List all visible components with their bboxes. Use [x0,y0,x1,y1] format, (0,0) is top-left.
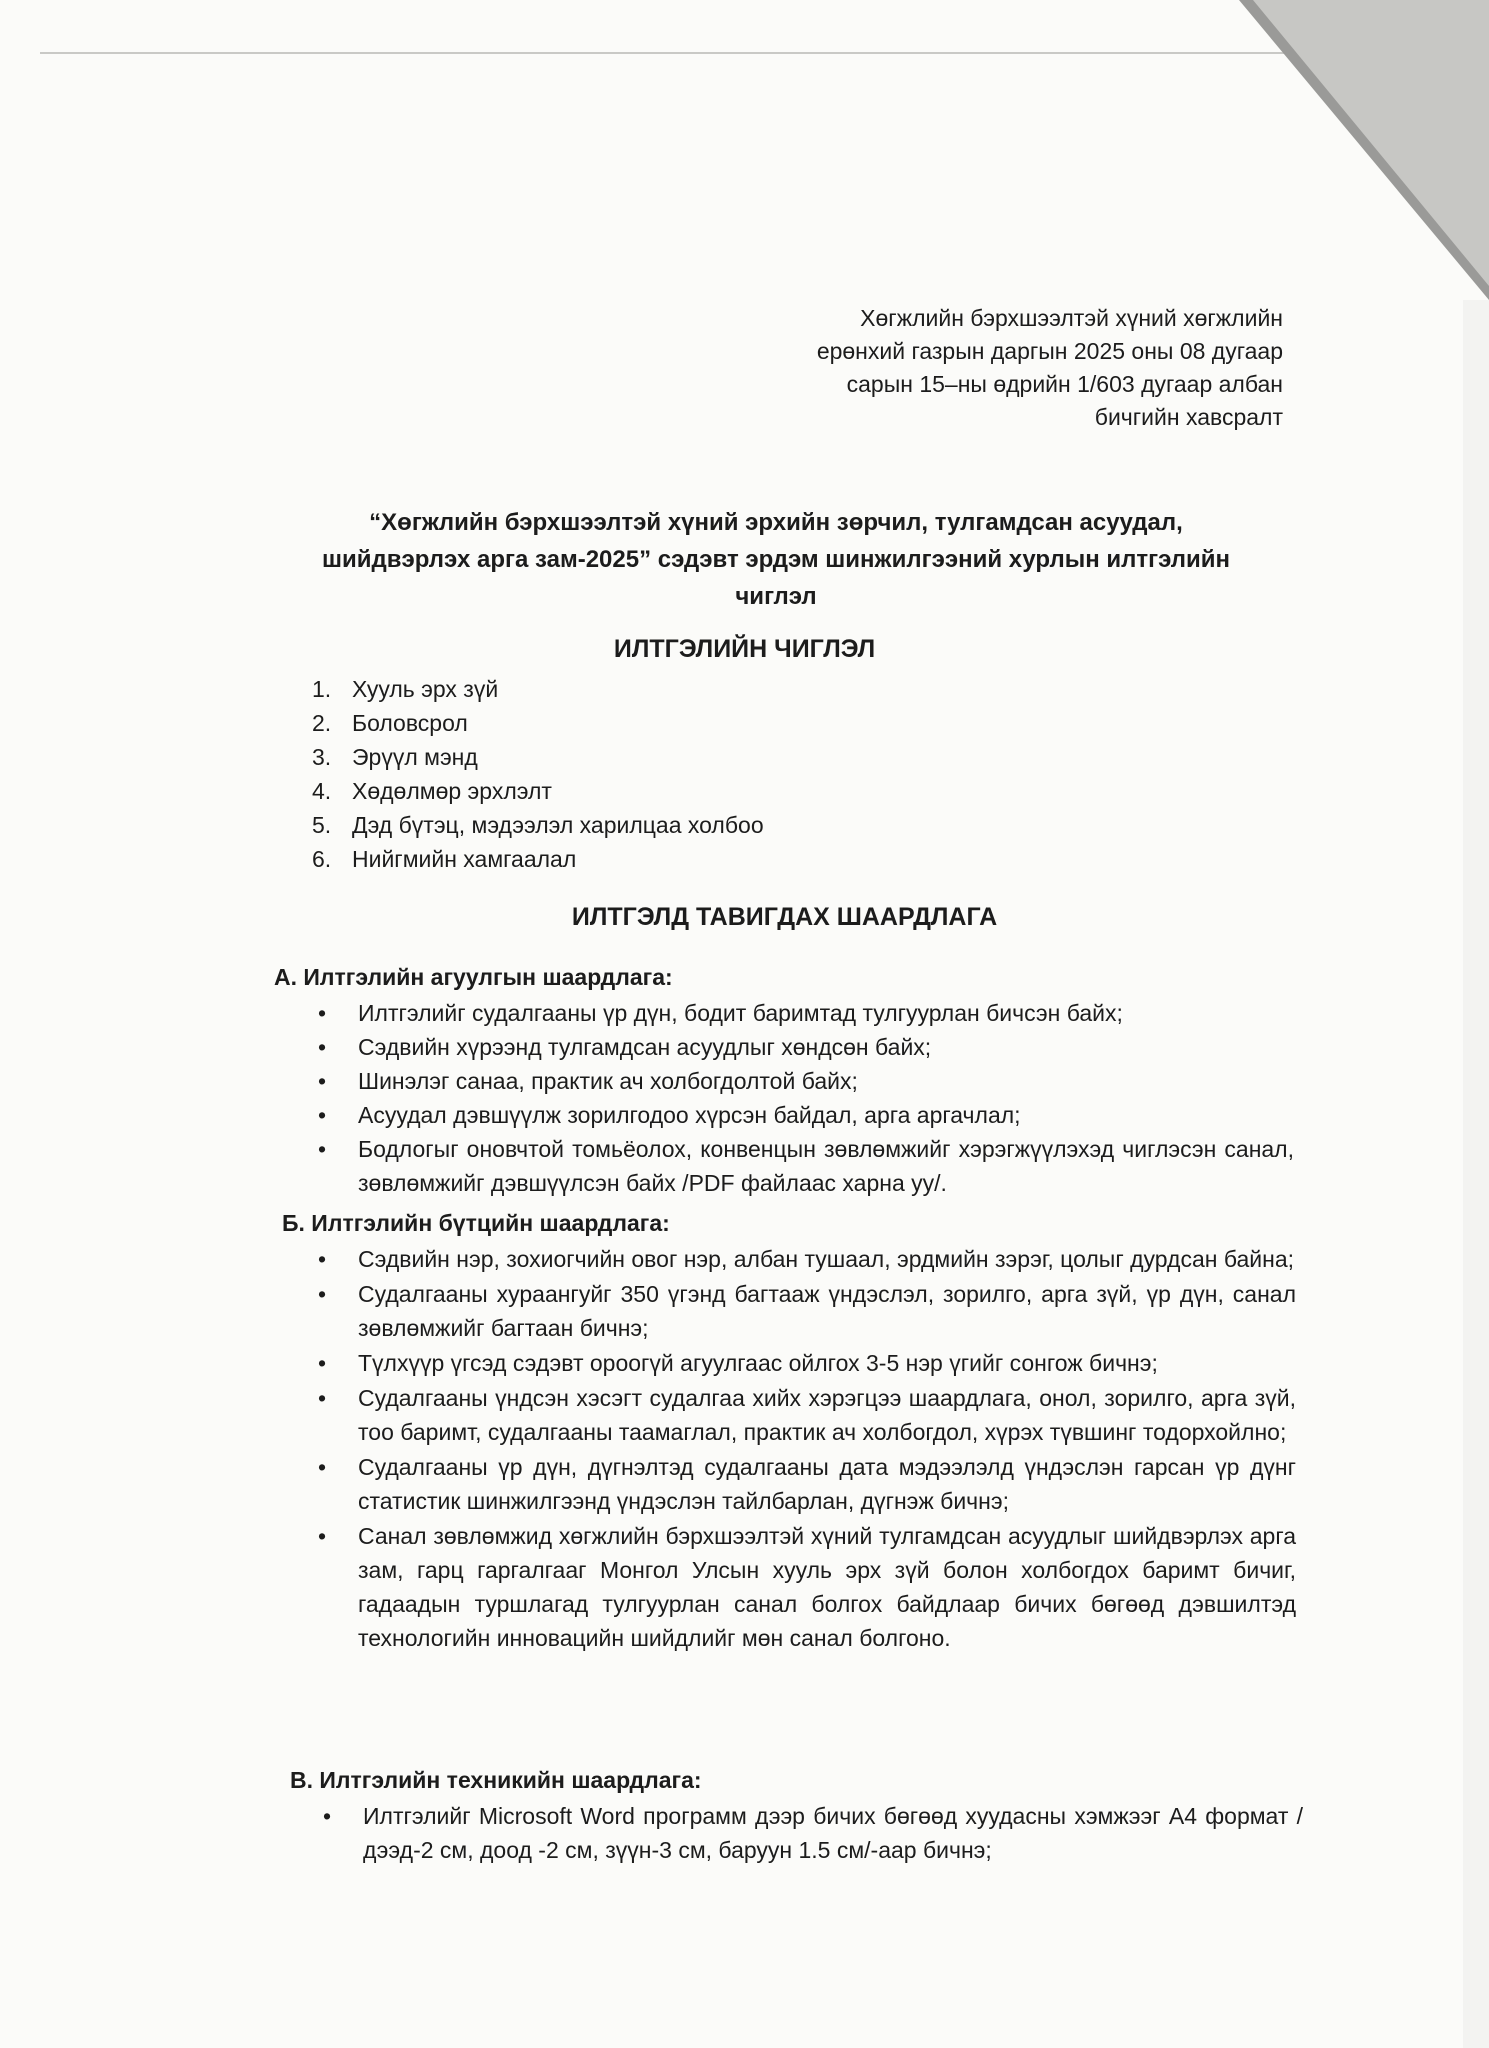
item-number: 6. [312,846,332,872]
list-item: • Сэдвийн нэр, зохиогчийн овог нэр, албан тушаал, эрдмийн зэрэг, цолыг дурдсан байна; [318,1242,1296,1276]
structure-requirements-title: Б. Илтгэлийн бүтцийн шаардлага: [282,1210,670,1236]
title-line: “Хөгжлийн бэрхшээлтэй хүний эрхийн зөрчил, тулгамдсан асуудал, [369,509,1183,536]
list-item: • Судалгааны үндсэн хэсэгт судалгаа хийх хэрэгцээ шаардлага, онол, зорилго, арга зүй, тоо баримт, судалгааны таамаглал, практик ач холбогдол, хүрэх түвшинг тодорхойлно; [318,1381,1296,1449]
directions-list [312,672,764,876]
list-item [312,774,764,808]
title-line: чиглэл [735,583,817,610]
list-item [312,842,764,876]
technical-requirements-title: В. Илтгэлийн техникийн шаардлага: [290,1767,702,1793]
annex-line: бичгийн хавсралт [1094,404,1283,430]
item-text: Хөдөлмөр эрхлэлт [352,778,552,804]
list-item: • Шинэлэг санаа, практик ач холбогдолтой байх; [318,1064,1294,1098]
annex-line: сарын 15–ны өдрийн 1/603 дугаар албан [846,371,1283,397]
list-item: • Түлхүүр үгсэд сэдэвт ороогүй агуулгаас ойлгох 3-5 нэр үгийг сонгож бичнэ; [318,1346,1296,1380]
list-item: • Илтгэлийг судалгааны үр дүн, бодит баримтад тулгуурлан бичсэн байх; [318,996,1294,1030]
structure-requirements-list [318,1242,1296,1656]
list-item: • Судалгааны үр дүн, дүгнэлтэд судалгааны дата мэдээлэлд үндэслэн гарсан үр дүнг статистик шинжилгээнд үндэслэн тайлбарлан, дүгнэж бичнэ; [318,1450,1296,1518]
item-number: 2. [312,710,332,736]
item-text: Нийгмийн хамгаалал [352,846,577,872]
item-text: Эрүүл мэнд [352,744,478,770]
requirements-heading: ИЛТГЭЛД ТАВИГДАХ ШААРДЛАГА [571,903,998,931]
item-text: Дэд бүтэц, мэдээлэл харилцаа холбоо [352,812,764,838]
list-item: • Санал зөвлөмжид хөгжлийн бэрхшээлтэй хүний тулгамдсан асуудлыг шийдвэрлэх арга зам, гарц гаргалгааг Монгол Улсын хууль эрх зүй болон холбогдох баримт бичиг, гадаадын туршлагад тулгуурлан санал болгох байдлаар бичих бөгөөд дэвшилтэд технологийн инновацийн шийдлийг мөн санал болгоно. [318,1519,1296,1655]
title-line: шийдвэрлэх арга зам-2025” сэдэвт эрдэм шинжилгээний хурлын илтгэлийн [321,546,1231,573]
list-item [312,740,764,774]
annex-line: ерөнхий газрын даргын 2025 оны 08 дугаар [816,338,1283,364]
item-text: Хууль эрх зүй [352,676,499,702]
list-item [312,672,764,706]
annex-note [723,302,1283,434]
annex-line: Хөгжлийн бэрхшээлтэй хүний хөгжлийн [860,305,1283,331]
item-text: Боловсрол [352,710,468,736]
content-requirements-title: А. Илтгэлийн агуулгын шаардлага: [274,964,673,990]
list-item [312,808,764,842]
item-number: 5. [312,812,332,838]
list-item: • Сэдвийн хүрээнд тулгамдсан асуудлыг хөндсөн байх; [318,1030,1294,1064]
list-item: • Асуудал дэвшүүлж зорилгодоо хүрсэн байдал, арга аргачлал; [318,1098,1294,1132]
document-title [270,504,1282,615]
item-number: 4. [312,778,332,804]
directions-heading: ИЛТГЭЛИЙН ЧИГЛЭЛ [613,635,876,663]
item-number: 1. [312,676,332,702]
item-number: 3. [312,744,332,770]
list-item: • Судалгааны хураангуйг 350 үгэнд багтааж үндэслэл, зорилго, арга зүй, үр дүн, санал зөвлөмжийг багтаан бичнэ; [318,1277,1296,1345]
technical-requirements-list [323,1799,1303,1867]
list-item: • Бодлогыг оновчтой томьёолох, конвенцын зөвлөмжийг хэрэгжүүлэхэд чиглэсэн санал, зөвлөмжийг дэвшүүлсэн байх /PDF файлаас харна уу/. [318,1132,1294,1200]
list-item [312,706,764,740]
content-requirements-list [318,996,1294,1200]
list-item: • Илтгэлийг Microsoft Word программ дээр бичих бөгөөд хуудасны хэмжээг А4 формат /дээд-2 см, доод -2 см, зүүн-3 см, баруун 1.5 см/-аар бичнэ; [323,1799,1303,1867]
